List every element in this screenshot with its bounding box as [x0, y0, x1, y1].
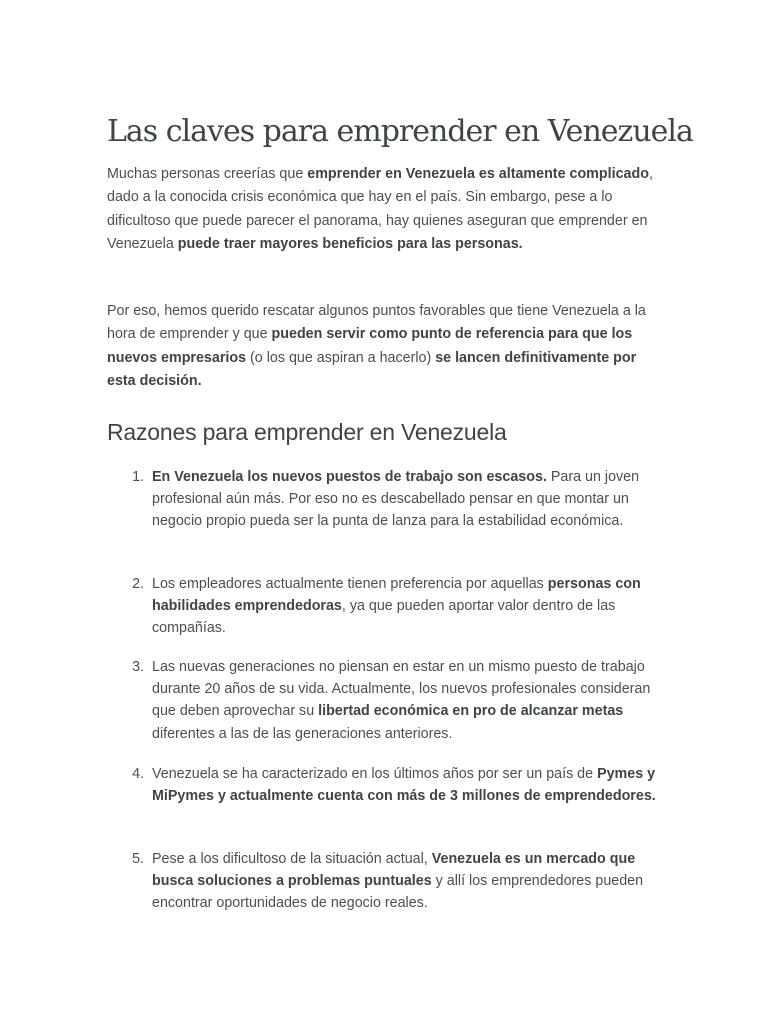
list-number: 1. — [132, 469, 144, 485]
text-run: (o los que aspiran a hacerlo) — [246, 349, 436, 366]
list-item-text — [152, 848, 662, 915]
list-item-text — [152, 573, 662, 640]
list-item-text — [152, 466, 662, 533]
text-run: Los empleadores actualmente tienen preferencia por aquellas — [152, 576, 548, 592]
text-run: Las nuevas generaciones no piensan en estar en un mismo puesto de trabajo durante 20 años de su vida. Actualmente, los nuevos profesionales consideran que deben aprovechar su — [152, 659, 651, 720]
bold-text: emprender en Venezuela es altamente complicado — [307, 166, 649, 182]
bold-text: se lancen definitivamente por esta decisión. — [107, 349, 637, 390]
bold-text: puede traer mayores beneficios para las personas. — [177, 236, 523, 253]
bold-text: libertad económica en pro de alcanzar metas — [318, 703, 624, 720]
text-run: diferentes a las de las generaciones anteriores. — [152, 725, 453, 742]
list-number: 3. — [132, 659, 144, 675]
bold-text: Venezuela es un mercado que busca soluciones a problemas puntuales — [152, 851, 636, 890]
list-number: 4. — [132, 766, 144, 782]
section-heading: Razones para emprender en Venezuela — [107, 419, 507, 445]
list-item-text — [152, 763, 662, 807]
text-run: Venezuela se ha caracterizado en los últimos años por ser un país de — [152, 766, 598, 782]
text-run: y allí los emprendedores pueden encontrar oportunidades de negocio reales. — [152, 873, 644, 912]
bold-text: personas con habilidades emprendedoras — [152, 576, 641, 615]
list-item-text — [152, 656, 662, 745]
intro-paragraph-1 — [107, 163, 667, 257]
list-number: 2. — [132, 576, 144, 592]
text-run: , ya que pueden aportar valor dentro de las compañías. — [152, 598, 616, 637]
text-run: Para un joven profesional aún más. Por eso no es descabellado pensar en que montar un negocio propio pueda ser la punta de lanza para la estabilidad económica. — [152, 469, 640, 530]
intro-paragraph-2 — [107, 300, 667, 394]
bold-text: Pymes y MiPymes y actualmente cuenta con más de 3 millones de emprendedores. — [152, 766, 656, 805]
text-run: Por eso, hemos querido rescatar algunos puntos favorables que tiene Venezuela a la hora de emprender y que — [107, 303, 646, 343]
bold-text: pueden servir como punto de referencia para que los nuevos empresarios — [107, 326, 633, 366]
text-run: Pese a los dificultoso de la situación actual, — [152, 851, 432, 867]
list-number: 5. — [132, 851, 144, 867]
text-run: Muchas personas creerías que — [107, 166, 308, 182]
bold-text: En Venezuela los nuevos puestos de trabajo son escasos. — [152, 469, 547, 485]
page-title: Las claves para emprender en Venezuela — [107, 114, 693, 149]
text-run: , dado a la conocida crisis económica que hay en el país. Sin embargo, pese a lo dificultoso que puede parecer el panorama, hay quienes aseguran que emprender en Venezuela — [107, 166, 653, 253]
